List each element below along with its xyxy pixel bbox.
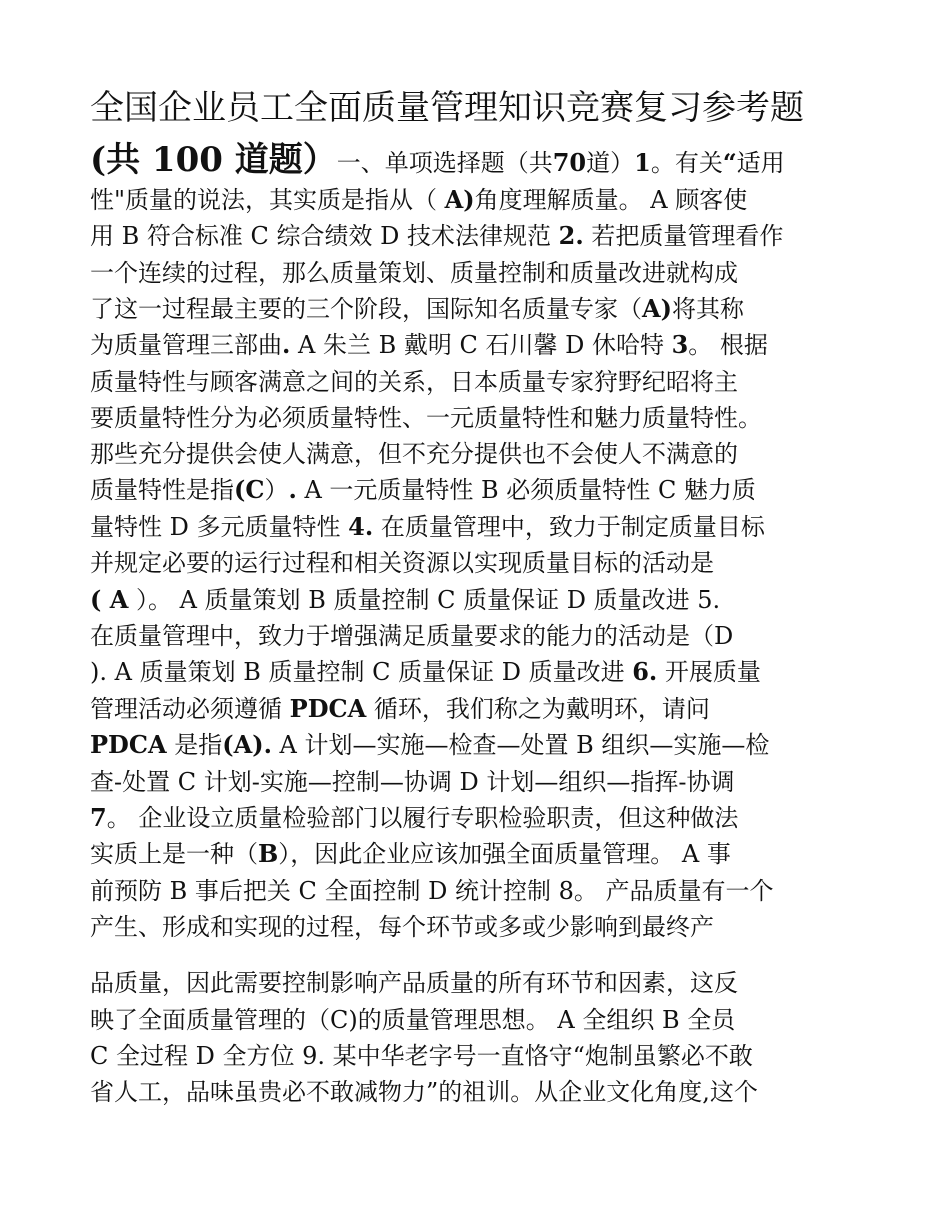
text-segment: 70: [552, 148, 587, 177]
text-segment: 1: [634, 148, 651, 177]
text-segment: (C: [234, 475, 265, 504]
text-segment: 循环，我们称之为戴明环，请问: [366, 695, 710, 723]
text-segment: “: [722, 148, 737, 177]
text-segment: 道）: [586, 149, 635, 177]
text-segment: 。有关: [650, 149, 723, 177]
text-line: [90, 728, 769, 762]
text-segment: A 朱兰 B 戴明 C 石川馨 D 休哈特: [290, 331, 672, 359]
text-segment: 省人工，品味虽贵必不敢减物力”的祖训。从企业文化角度,这个: [90, 1078, 758, 1106]
text-segment: PDCA: [289, 694, 367, 723]
text-line: [90, 510, 765, 544]
text-segment: 那些充分提供会使人满意，但不充分提供也不会使人不满意的: [90, 440, 738, 468]
text-line: [90, 365, 738, 399]
text-line: [90, 583, 720, 617]
text-segment: ). A 质量策划 B 质量控制 C 质量保证 D 质量改进: [90, 658, 633, 686]
text-segment: 质量特性与顾客满意之间的关系，日本质量专家狩野纪昭将主: [90, 368, 738, 396]
text-segment: 将其称: [671, 295, 744, 323]
text-segment: 一、单项选择题（共: [336, 149, 553, 177]
text-line: [90, 183, 747, 217]
text-segment: 是指: [166, 731, 223, 759]
text-line: [90, 765, 734, 799]
text-segment: C 全过程 D 全方位 9. 某中华老字号一直恪守“炮制虽繁必不敢: [90, 1042, 753, 1070]
text-segment: 7: [90, 803, 107, 832]
text-segment: 开展质量: [657, 658, 761, 686]
text-line: [90, 292, 744, 326]
text-segment: 实质上是一种（: [90, 840, 258, 868]
text-line: [90, 401, 762, 435]
text-line: [90, 1075, 758, 1109]
text-line: [90, 619, 733, 653]
text-line: [90, 874, 774, 908]
text-segment: 产生、形成和实现的过程，每个环节或多或少影响到最终产: [90, 913, 714, 941]
text-segment: 前预防 B 事后把关 C 全面控制 D 统计控制 8。 产品质量有一个: [90, 877, 774, 905]
text-line: [90, 437, 738, 471]
text-line: [90, 966, 738, 1000]
text-segment: 品质量，因此需要控制影响产品质量的所有环节和因素，这反: [90, 969, 738, 997]
text-segment: 映了全面质量管理的（C)的质量管理思想。 A 全组织 B 全员: [90, 1006, 736, 1034]
text-segment: 3: [671, 330, 689, 359]
text-segment: ）: [264, 476, 289, 504]
text-segment: (共 100 道题）: [90, 140, 337, 180]
text-segment: A): [642, 294, 672, 323]
text-segment: 性"质量的说法，其实质是指从（: [90, 186, 445, 214]
text-line: [90, 1039, 753, 1073]
text-segment: ）。 A 质量策划 B 质量控制 C 质量保证 D 质量改进 5.: [128, 586, 721, 614]
text-line: [90, 801, 738, 835]
text-line: [90, 546, 714, 580]
text-segment: (A).: [222, 730, 272, 759]
text-segment: 了这一过程最主要的三个阶段，国际知名质量专家（: [90, 295, 642, 323]
text-segment: 在质量管理中，致力于增强满足质量要求的能力的活动是（D: [90, 622, 734, 650]
text-line: [90, 256, 738, 290]
text-line: [90, 1003, 735, 1037]
text-segment: A 计划—实施—检查—处置 B 组织—实施—检: [271, 731, 770, 759]
text-segment: 量特性 D 多元质量特性: [90, 513, 349, 541]
text-line: [90, 328, 768, 362]
text-segment: 管理活动必须遵循: [90, 695, 290, 723]
text-segment: 用 B 符合标准 C 综合绩效 D 技术法律规范: [90, 222, 559, 250]
text-segment: 。 企业设立质量检验部门以履行专职检验职责，但这种做法: [106, 804, 739, 832]
text-segment: PDCA: [90, 730, 167, 759]
text-line: [90, 655, 761, 689]
document-title: 全国企业员工全面质量管理知识竞赛复习参考题: [90, 88, 804, 128]
text-segment: 在质量管理中，致力于制定质量目标: [373, 513, 765, 541]
text-segment: ( A: [90, 585, 129, 614]
text-segment: 。 根据: [688, 331, 768, 359]
text-line: [90, 473, 756, 507]
text-segment: 4.: [348, 512, 374, 541]
text-line: [90, 837, 731, 871]
text-segment: .: [288, 475, 297, 504]
text-segment: 为质量管理三部曲: [90, 331, 282, 359]
text-segment: 查-处置 C 计划-实施—控制—协调 D 计划—组织—指挥-协调: [90, 768, 735, 796]
text-segment: 适用: [736, 149, 785, 177]
text-segment: 角度理解质量。 A 顾客使: [474, 186, 748, 214]
text-segment: B: [258, 839, 279, 868]
text-line: [90, 692, 710, 726]
text-line: [90, 219, 783, 253]
text-segment: 2.: [558, 221, 584, 250]
text-segment: ），因此企业应该加强全面质量管理。 A 事: [278, 840, 731, 868]
text-segment: 质量特性是指: [90, 476, 234, 504]
text-segment: 6.: [632, 657, 658, 686]
text-segment: 若把质量管理看作: [583, 222, 784, 250]
text-segment: .: [282, 330, 291, 359]
text-segment: A): [444, 185, 475, 214]
text-line: [90, 910, 714, 944]
text-segment: 并规定必要的运行过程和相关资源以实现质量目标的活动是: [90, 549, 714, 577]
text-segment: A 一元质量特性 B 必须质量特性 C 魅力质: [296, 476, 756, 504]
text-segment: 要质量特性分为必须质量特性、一元质量特性和魅力质量特性。: [90, 404, 762, 432]
text-segment: 一个连续的过程，那么质量策划、质量控制和质量改进就构成: [90, 259, 738, 287]
text-line: [90, 140, 785, 180]
